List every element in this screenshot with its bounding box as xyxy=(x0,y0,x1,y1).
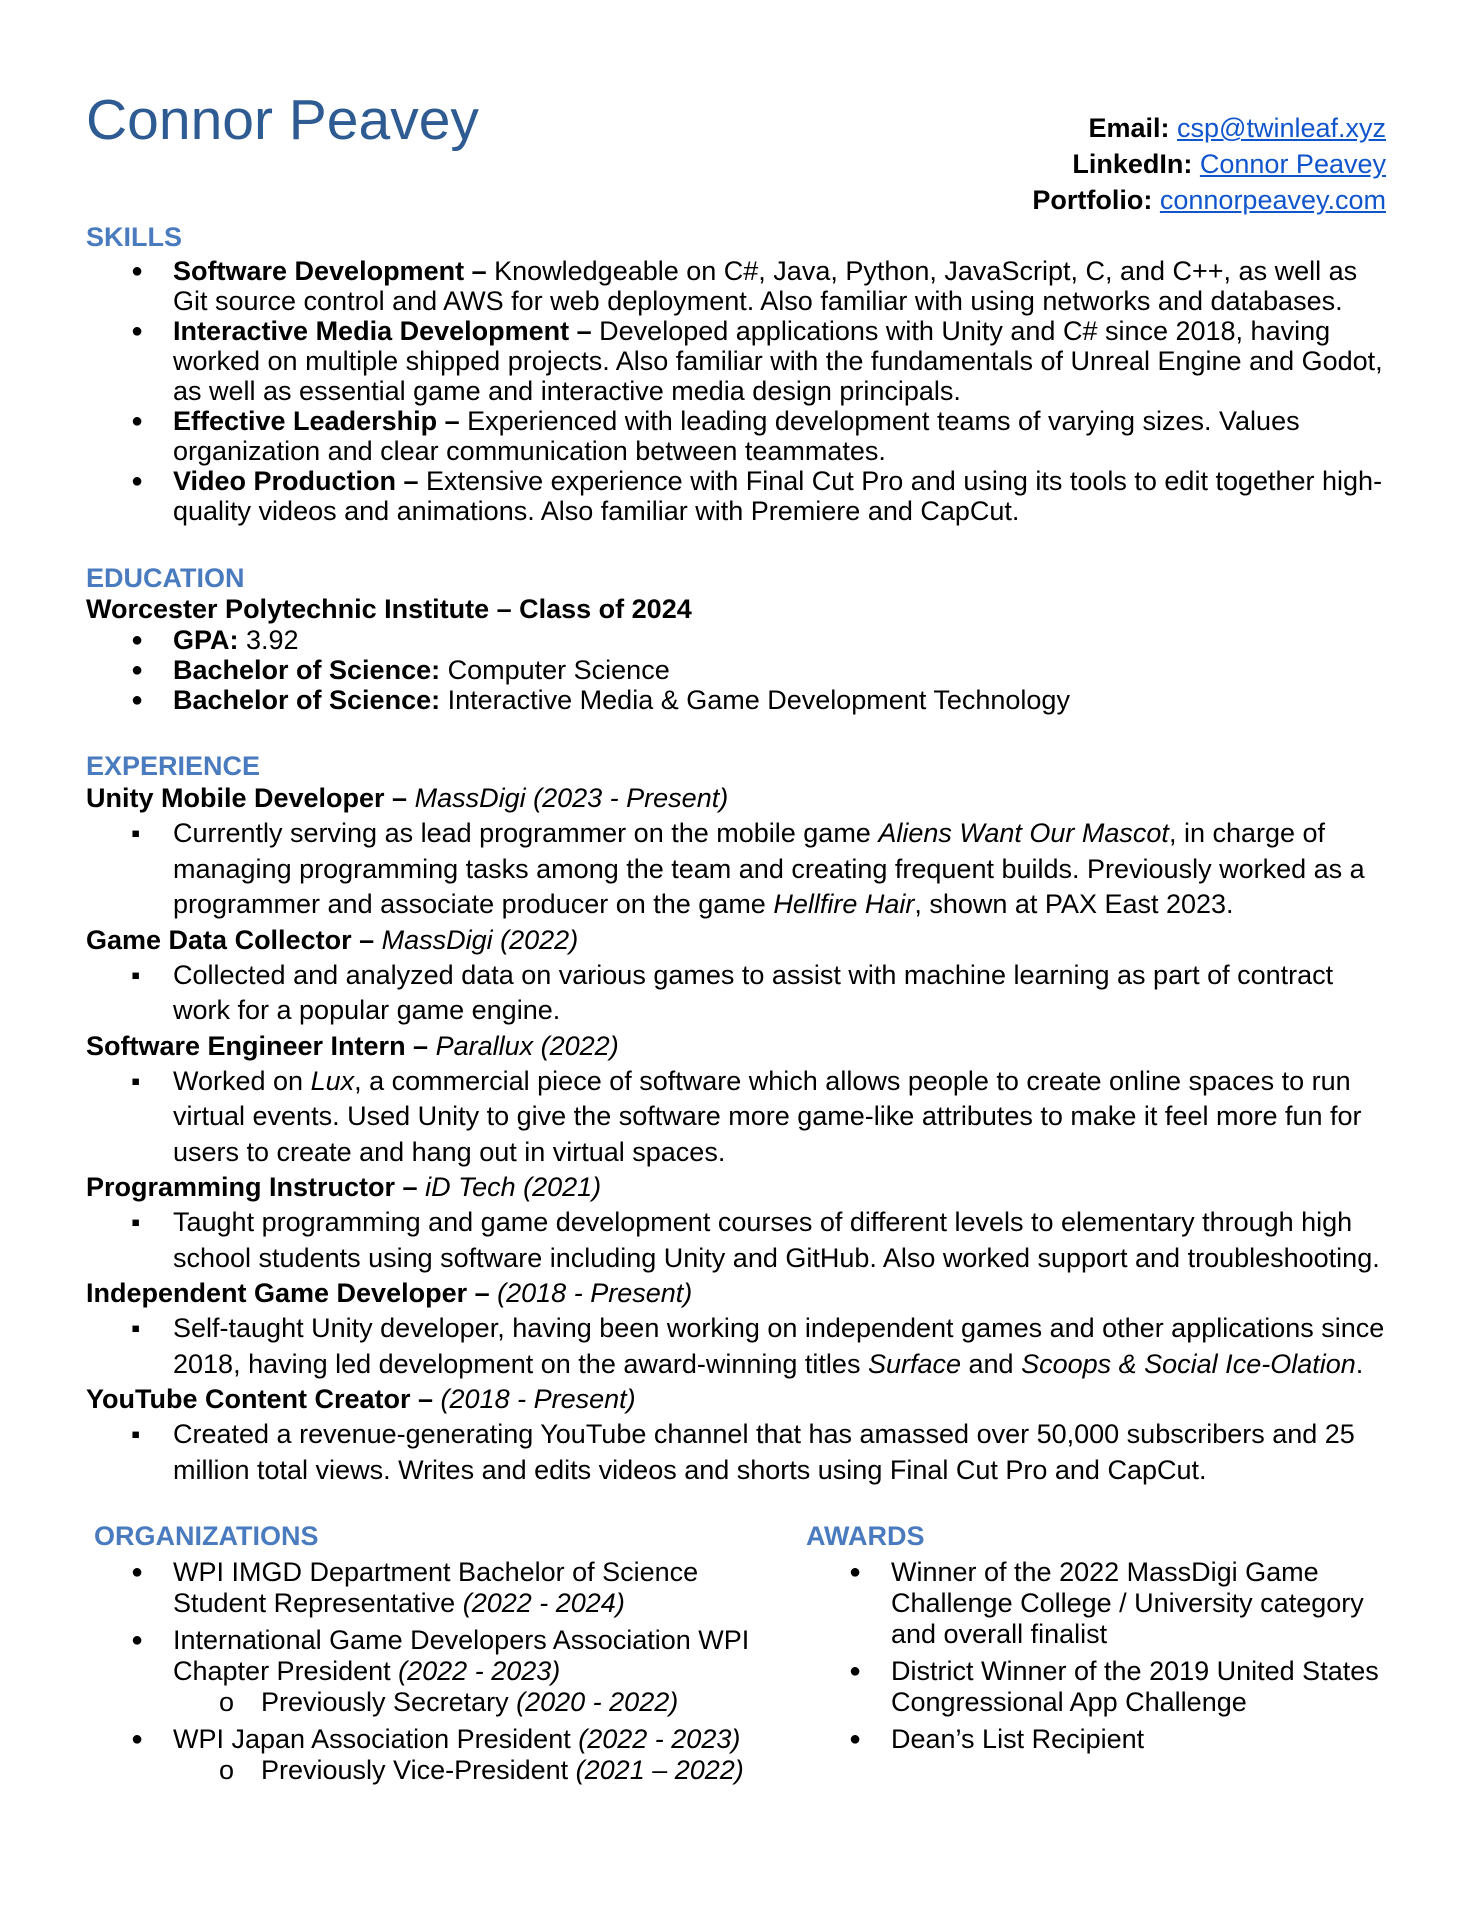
awards-section xyxy=(804,1557,1390,1755)
organization-item xyxy=(86,1724,776,1755)
education-item xyxy=(86,685,1386,715)
job-role: Unity Mobile Developer – xyxy=(86,783,408,813)
skill-text: Extensive experience with Final Cut Pro and using its tools to edit together high-quality videos and animations. Also familiar with Premiere and CapCut. xyxy=(173,466,1383,526)
job-role: Independent Game Developer – xyxy=(86,1278,490,1308)
award-item: ● Winner of the 2022 MassDigi Game Challenge College / University category and overall finalist xyxy=(804,1557,1390,1650)
awards-heading: AWARDS xyxy=(806,1521,925,1551)
job-desc-italic: Scoops & Social Ice-Olation xyxy=(1021,1348,1356,1379)
job-org: (2018 - Present) xyxy=(440,1384,636,1414)
education-label: GPA: xyxy=(173,625,239,655)
skill-text: Experienced with leading development teams of varying sizes. Values organization and clear communication between teammates. xyxy=(173,406,1300,466)
portfolio-link[interactable]: connorpeavey.com xyxy=(1159,185,1386,215)
job-desc-text: , shown at PAX East 2023. xyxy=(914,889,1234,919)
linkedin-link[interactable]: Connor Peavey xyxy=(1199,149,1386,179)
job-desc-text: Currently serving as lead programmer on the mobile game xyxy=(173,818,879,848)
job-desc-text: , in charge of managing programming tasks among the team and creating frequent builds. Previously worked as a programmer and associate producer on the game xyxy=(173,818,1365,919)
job-role: Programming Instructor – xyxy=(86,1172,418,1202)
job-role: Software Engineer Intern – xyxy=(86,1030,429,1061)
education-item xyxy=(86,655,1386,685)
experience-section xyxy=(86,781,1386,1488)
job-description: ▪ Collected and analyzed data on various games to assist with machine learning as part of contract work for a popular game engine. xyxy=(86,958,1386,1029)
organization-item xyxy=(86,1557,776,1619)
award-item: ● District Winner of the 2019 United States Congressional App Challenge xyxy=(804,1656,1390,1718)
skill-title: Software Development – xyxy=(173,256,487,286)
education-value: 3.92 xyxy=(246,625,299,655)
education-heading: EDUCATION xyxy=(86,563,245,593)
job-desc-text: , a commercial piece of software which allows people to create online spaces to run virtual events. Used Unity to give the software more game-like attributes to make it feel more fun for users to create and hang out in virtual spaces. xyxy=(173,1065,1362,1167)
skills-list xyxy=(86,256,1386,526)
job-org: Parallux (2022) xyxy=(435,1030,619,1061)
education-section xyxy=(86,594,1386,715)
education-list xyxy=(86,625,1386,715)
skill-title: Interactive Media Development – xyxy=(173,316,592,346)
school-name: Worcester Polytechnic Institute – Class of 2024 xyxy=(86,594,692,624)
organization-text: International Game Developers Association WPI Chapter President xyxy=(173,1625,750,1686)
email-label: Email: xyxy=(1088,113,1170,143)
job-desc-text: and xyxy=(961,1348,1022,1379)
job-role: YouTube Content Creator – xyxy=(86,1384,434,1414)
organization-date: (2022 - 2023) xyxy=(578,1724,741,1754)
skill-title: Video Production – xyxy=(173,466,419,496)
organization-sub-text: Previously Secretary xyxy=(261,1687,509,1717)
job-description: ▪ Created a revenue-generating YouTube channel that has amassed over 50,000 subscribers and 25 million total views. Writes and edits videos and shorts using Final Cut Pro and CapCut. xyxy=(86,1417,1386,1488)
job-description: ▪ Taught programming and game development courses of different levels to elementary through high school students using software including Unity and GitHub. Also worked support and troubleshooting. xyxy=(86,1205,1386,1276)
skills-section xyxy=(86,256,1386,526)
job-title xyxy=(86,1170,1386,1205)
education-value: Computer Science xyxy=(447,655,670,685)
organization-text: WPI IMGD Department Bachelor of Science Student Representative xyxy=(173,1557,699,1618)
organization-sub-date: (2020 - 2022) xyxy=(516,1687,679,1717)
portfolio-label: Portfolio: xyxy=(1032,185,1153,215)
job-title xyxy=(86,781,1386,816)
job-desc-text: Worked on xyxy=(173,1065,311,1096)
skill-text: Knowledgeable on C#, Java, Python, JavaScript, C, and C++, as well as Git source control and AWS for web deployment. Also familiar with using networks and databases. xyxy=(173,256,1358,316)
education-label: Bachelor of Science: xyxy=(173,655,441,685)
email-link[interactable]: csp@twinleaf.xyz xyxy=(1177,113,1386,143)
candidate-name: Connor Peavey xyxy=(86,88,479,152)
awards-list xyxy=(804,1557,1390,1755)
job-title xyxy=(86,1029,1386,1064)
organizations-list xyxy=(86,1557,776,1786)
skill-title: Effective Leadership – xyxy=(173,406,460,436)
job-org: MassDigi (2023 - Present) xyxy=(414,783,729,813)
job-desc-italic: Aliens Want Our Mascot xyxy=(878,818,1169,848)
organization-sub-date: (2021 – 2022) xyxy=(575,1755,744,1785)
job-org: MassDigi (2022) xyxy=(381,924,579,955)
skill-item xyxy=(86,466,1386,526)
organization-subitem xyxy=(86,1755,776,1786)
education-label: Bachelor of Science: xyxy=(173,685,441,715)
job-desc-italic: Hellfire Hair xyxy=(773,889,915,919)
skill-item xyxy=(86,316,1386,406)
contact-block xyxy=(1032,110,1386,218)
education-item xyxy=(86,625,1386,655)
skill-text: Developed applications with Unity and C# since 2018, having worked on multiple shipped projects. Also familiar with the fundamentals of Unreal Engine and Godot, as well as essential game and interactive media design principals. xyxy=(173,316,1383,406)
portfolio-line xyxy=(1032,182,1386,218)
job-desc-italic: Lux xyxy=(310,1065,355,1096)
experience-heading: EXPERIENCE xyxy=(86,751,261,781)
job-title xyxy=(86,923,1386,958)
job-description xyxy=(86,1311,1386,1382)
organization-text: WPI Japan Association President xyxy=(173,1724,571,1754)
linkedin-line xyxy=(1032,146,1386,182)
job-desc-text: . xyxy=(1355,1348,1364,1379)
job-org: iD Tech (2021) xyxy=(425,1172,602,1202)
job-description xyxy=(86,1064,1386,1171)
email-line xyxy=(1032,110,1386,146)
linkedin-label: LinkedIn: xyxy=(1072,149,1193,179)
organizations-heading: ORGANIZATIONS xyxy=(94,1521,319,1551)
organization-sub-text: Previously Vice-President xyxy=(261,1755,569,1785)
job-title xyxy=(86,1276,1386,1311)
skills-heading: SKILLS xyxy=(86,222,183,252)
job-desc-italic: Surface xyxy=(867,1348,962,1379)
skill-item xyxy=(86,256,1386,316)
education-value: Interactive Media & Game Development Technology xyxy=(447,685,1070,715)
job-desc-text: Self-taught Unity developer, having been working on independent games and other applications since 2018, having led development on the award-winning titles xyxy=(173,1313,1385,1379)
job-org: (2018 - Present) xyxy=(497,1278,693,1308)
organizations-section xyxy=(86,1557,776,1786)
job-title xyxy=(86,1382,1386,1417)
award-item: ● Dean’s List Recipient xyxy=(804,1724,1390,1755)
organization-date: (2022 - 2024) xyxy=(462,1588,625,1618)
job-description xyxy=(86,816,1386,923)
job-role: Game Data Collector – xyxy=(86,924,375,955)
organization-date: (2022 - 2023) xyxy=(398,1656,561,1686)
organization-subitem xyxy=(86,1687,776,1718)
organization-item xyxy=(86,1625,776,1687)
skill-item xyxy=(86,406,1386,466)
